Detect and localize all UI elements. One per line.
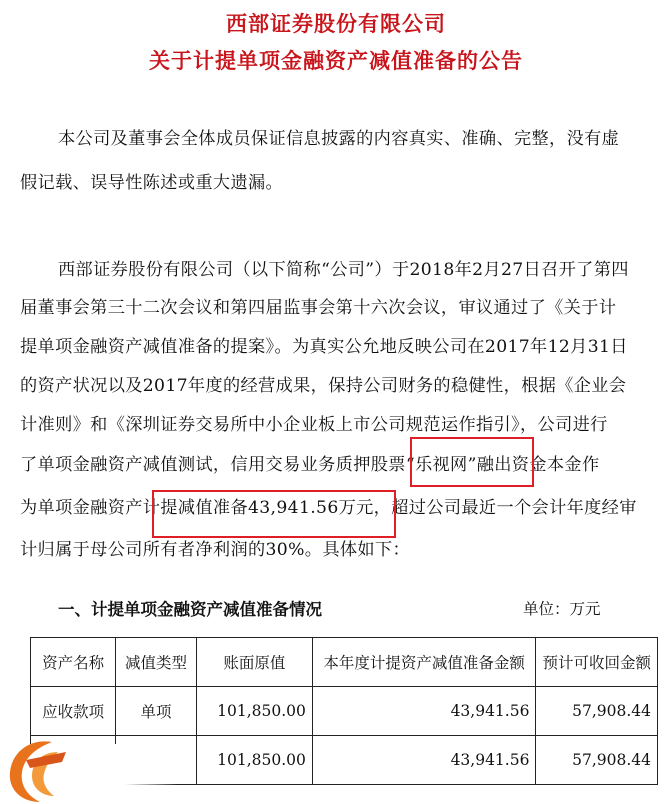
table-header: 本年度计提资产减值准备金额: [312, 638, 536, 687]
table-cell: 57,908.44: [536, 687, 658, 736]
table-header: 账面原值: [196, 638, 312, 687]
highlight-box-amount: [152, 490, 396, 538]
body-line: 了单项金融资产减值测试，信用交易业务质押股票“乐视网”融出资金本金作: [20, 455, 600, 475]
table-header: 资产名称: [31, 638, 116, 687]
body-line: 计准则》和《深圳证券交易所中小企业板上市公司规范运作指引》，公司进行: [20, 415, 608, 435]
company-name: 西部证券股份有限公司: [226, 12, 446, 36]
table-header-row: [31, 638, 658, 687]
table-row: [31, 687, 658, 736]
body-line: 西部证券股份有限公司（以下简称“公司”）于2018年2月27日召开了第四: [58, 260, 629, 280]
body-line: 届董事会第三十二次会议和第四届监事会第十六次会议，审议通过了《关于计: [20, 298, 617, 318]
section-heading: 一、计提单项金融资产减值准备情况: [58, 600, 322, 619]
table-header: 预计可收回金额: [536, 638, 658, 687]
announcement-title: 关于计提单项金融资产减值准备的公告: [149, 49, 523, 73]
table-cell: 101,850.00: [196, 687, 312, 736]
table-cell: 43,941.56: [312, 736, 536, 785]
table-cell: 应收款项: [31, 687, 116, 736]
table-cell: 单项: [116, 687, 197, 736]
watermark-logo-icon: [0, 730, 80, 804]
body-line: 为单项金融资产计提减值准备43,941.56万元，超过公司最近一个会计年度经审: [20, 498, 637, 518]
table-cell: 43,941.56: [312, 687, 536, 736]
table-cell: 101,850.00: [196, 736, 312, 785]
unit-label: 单位：万元: [523, 600, 601, 618]
table-header: 减值类型: [116, 638, 197, 687]
body-line: 的资产状况以及2017年度的经营成果，保持公司财务的稳健性，根据《企业会: [20, 376, 627, 396]
table-cell: 57,908.44: [536, 736, 658, 785]
body-line: 提单项金融资产减值准备的提案》。为真实公允地反映公司在2017年12月31日: [20, 337, 628, 357]
statement-line: 假记载、误导性陈述或重大遗漏。: [20, 173, 284, 193]
body-line: 计归属于母公司所有者净利润的30%。具体如下：: [20, 540, 411, 560]
statement-line: 本公司及董事会全体成员保证信息披露的内容真实、准确、完整，没有虚: [58, 129, 620, 149]
highlight-box-leshi: [410, 437, 534, 487]
